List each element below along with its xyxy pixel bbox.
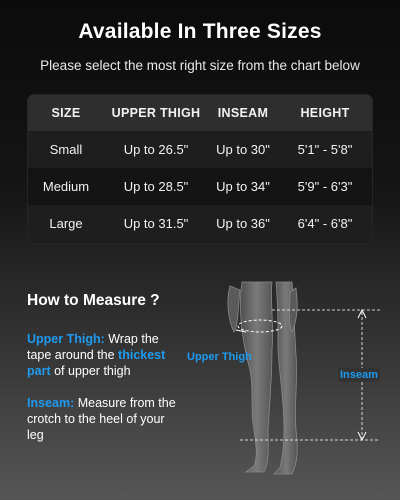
table-row: [28, 205, 372, 242]
height-cell: 5'9" - 6'3": [297, 179, 353, 194]
how-to-measure-heading: How to Measure ?: [27, 292, 160, 309]
upper-thigh-instructions: [27, 331, 182, 379]
leg-measurement-figure: [180, 280, 400, 480]
table-row: [28, 131, 372, 168]
table-row: [28, 168, 372, 205]
size-cell: Medium: [42, 179, 90, 194]
page-subtitle: Please select the most right size from the chart below: [40, 58, 360, 73]
left-leg-shape: [240, 282, 272, 472]
upper-thigh-text-before: Wrap the tape around the: [27, 332, 159, 362]
left-hand-shape: [228, 286, 240, 332]
column-header-inseam: INSEAM: [217, 106, 269, 120]
upper-thigh-cell: Up to 28.5": [123, 179, 189, 194]
size-cell: Small: [49, 142, 83, 157]
inseam-cell: Up to 30": [216, 142, 270, 157]
upper-thigh-highlight: thickest part: [27, 348, 166, 378]
inseam-figure-label: Inseam: [340, 369, 378, 381]
inseam-cell: Up to 34": [216, 179, 270, 194]
inseam-label: Inseam:: [27, 396, 75, 410]
inseam-instructions: [27, 395, 182, 443]
upper-thigh-figure-label: Upper Thigh: [187, 351, 252, 363]
upper-thigh-text-after: of upper thigh: [50, 364, 131, 378]
table-header-row: [28, 95, 372, 131]
size-chart-table: [28, 95, 372, 243]
upper-thigh-cell: Up to 31.5": [123, 216, 189, 231]
page-title: Available In Three Sizes: [78, 20, 322, 43]
size-cell: Large: [49, 216, 83, 231]
column-header-size: SIZE: [51, 106, 81, 120]
height-cell: 5'1" - 5'8": [297, 142, 353, 157]
column-header-upper-thigh: UPPER THIGH: [111, 106, 201, 120]
upper-thigh-label: Upper Thigh:: [27, 332, 105, 346]
height-cell: 6'4" - 6'8": [297, 216, 353, 231]
inseam-cell: Up to 36": [216, 216, 270, 231]
upper-thigh-cell: Up to 26.5": [123, 142, 189, 157]
column-header-height: HEIGHT: [300, 106, 350, 120]
inseam-text: Measure from the crotch to the heel of your leg: [27, 396, 176, 442]
